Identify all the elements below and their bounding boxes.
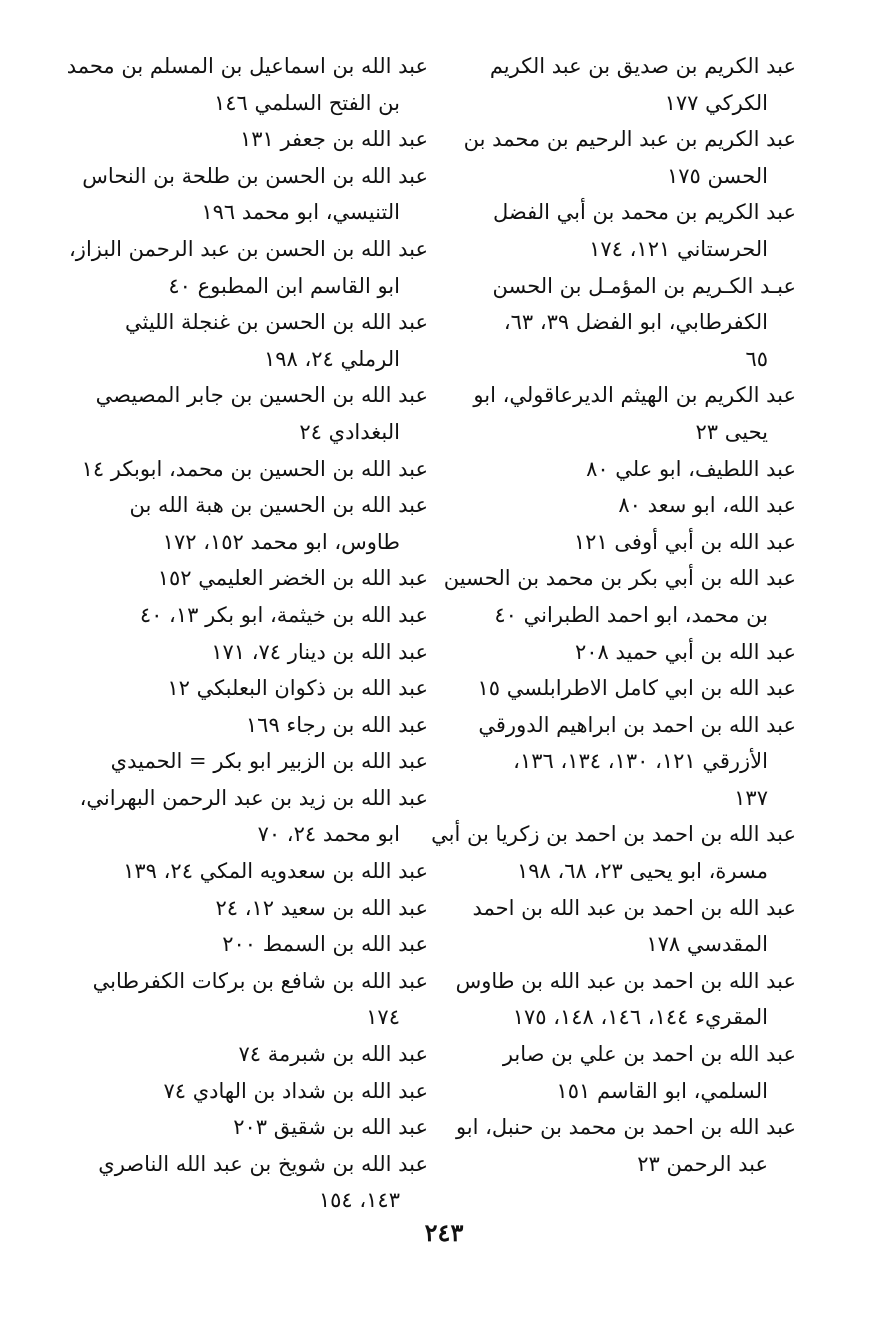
index-entry (455, 1109, 796, 1182)
index-entry (82, 158, 428, 231)
page-number: ٢٤٣ (424, 1218, 464, 1247)
index-entry (466, 194, 796, 267)
entry-heading-line: عبد الله بن احمد بن علي بن صابر (502, 1042, 796, 1067)
entry-heading-line: عبد الله بن احمد بن عبد الله بن طاوس (455, 968, 796, 993)
entry-heading-line: عبد الله بن دينار ٧٤، ١٧١ (211, 639, 428, 664)
entry-heading-line: عبد الله بن احمد بن محمد بن حنبل، ابو (455, 1115, 796, 1140)
entry-continuation-line: بن الفتح السلمي ١٤٦ (213, 90, 400, 115)
index-entry (98, 1036, 428, 1073)
index-entry (69, 231, 428, 304)
index-entry (431, 816, 796, 889)
entry-continuation-line: ١٧٤ (366, 1005, 400, 1030)
index-entry (466, 487, 796, 524)
entry-continuation-line: ١٣٧ (734, 785, 768, 810)
entry-continuation-line: الأزرقي ١٢١، ١٣٠، ١٣٤، ١٣٦، (513, 749, 768, 774)
entry-heading-line: عبد اللطيف، ابو علي ٨٠ (586, 456, 796, 481)
entry-heading-line: عبد الله بن خيثمة، ابو بكر ١٣، ٤٠ (139, 602, 428, 627)
index-entry (98, 743, 428, 780)
entry-continuation-line: المقريء ١٤٤، ١٤٦، ١٤٨، ١٧٥ (512, 1005, 768, 1030)
entry-heading-line: عبد الله بن السمط ٢٠٠ (222, 932, 428, 957)
entry-continuation-line: مسرة، ابو يحيى ٢٣، ٦٨، ١٩٨ (516, 859, 768, 884)
index-entry (443, 560, 796, 633)
index-entry (466, 377, 796, 450)
entry-heading-line: عبد الله بن الحسين بن هبة الله بن (129, 493, 428, 518)
index-entry (98, 707, 428, 744)
entry-heading-line: عبد الله بن شقيق ٢٠٣ (233, 1115, 428, 1140)
entry-heading-line: عبد الله بن اسماعيل بن المسلم بن محمد (66, 54, 428, 78)
entry-heading-line: عبد الله بن الزبير ابو بكر = الحميدي (110, 749, 428, 774)
index-column-left (66, 48, 428, 1219)
entry-heading-line: عبد الله بن جعفر ١٣١ (239, 127, 428, 152)
entry-heading-line: عبد الله بن سعدويه المكي ٢٤، ١٣٩ (123, 859, 428, 884)
entry-heading-line: عبد الله بن أبي أوفى ١٢١ (573, 529, 796, 554)
entry-heading-line: عبد الله بن شافع بن بركات الكفرطابي (92, 968, 428, 993)
index-column-right (431, 48, 796, 1182)
entry-heading-line: عبد الله بن الحسين بن جابر المصيصي (95, 383, 428, 408)
entry-heading-line: عبد الله بن شبرمة ٧٤ (238, 1042, 428, 1067)
entry-continuation-line: البغدادي ٢٤ (299, 419, 400, 444)
entry-heading-line: عبد الكريم بن صديق بن عبد الكريم (489, 54, 796, 78)
entry-heading-line: عبد الكريم بن عبد الرحيم بن محمد بن (463, 127, 796, 152)
index-entry (466, 524, 796, 561)
entry-heading-line: عبد الله بن الحسن بن غنجلة الليثي (124, 310, 428, 335)
entry-continuation-line: ٦٥ (745, 346, 768, 371)
index-entry (466, 670, 796, 707)
index-entry (98, 487, 428, 560)
entry-heading-line: عبد الله بن احمد بن عبد الله بن احمد (472, 895, 796, 920)
index-entry (98, 1146, 428, 1219)
entry-heading-line: عبد الله بن الحسن بن عبد الرحمن البزاز، (69, 236, 428, 261)
index-entry (466, 48, 796, 121)
index-entry (98, 926, 428, 963)
entry-heading-line: عبد الله بن الحسين بن محمد، ابوبكر ١٤ (81, 456, 428, 481)
index-entry (98, 1073, 428, 1110)
index-entry (98, 560, 428, 597)
entry-continuation-line: ابو القاسم ابن المطبوع ٤٠ (168, 273, 400, 298)
entry-heading-line: عبد الله بن أبي بكر بن محمد بن الحسين (443, 566, 796, 591)
entry-continuation-line: المقدسي ١٧٨ (646, 932, 768, 957)
entry-continuation-line: عبد الرحمن ٢٣ (637, 1151, 768, 1176)
index-entry (79, 780, 428, 853)
index-entry (92, 963, 428, 1036)
index-entry (466, 268, 796, 378)
entry-heading-line: عبد الله بن الحسن بن طلحة بن النحاس (82, 163, 428, 188)
entry-heading-line: عبد الله، ابو سعد ٨٠ (618, 493, 796, 518)
index-entry (466, 1036, 796, 1109)
entry-heading-line: عبد الله بن زيد بن عبد الرحمن البهراني، (79, 785, 428, 810)
entry-continuation-line: ١٤٣، ١٥٤ (318, 1188, 400, 1213)
entry-heading-line: عبد الله بن احمد بن احمد بن زكريا بن أبي (431, 822, 796, 847)
index-entry (466, 634, 796, 671)
index-entry (463, 121, 796, 194)
index-entry (466, 707, 796, 817)
entry-continuation-line: الكفرطابي، ابو الفضل ٣٩، ٦٣، (503, 310, 768, 335)
index-entry (98, 670, 428, 707)
index-entry (98, 634, 428, 671)
entry-continuation-line: يحيى ٢٣ (695, 419, 768, 444)
entry-continuation-line: الحسن ١٧٥ (666, 163, 768, 188)
index-entry (81, 451, 428, 488)
entry-continuation-line: الحرستاني ١٢١، ١٧٤ (589, 236, 768, 261)
entry-continuation-line: التنيسي، ابو محمد ١٩٦ (201, 200, 400, 225)
index-entry (98, 890, 428, 927)
entry-continuation-line: طاوس، ابو محمد ١٥٢، ١٧٢ (162, 529, 400, 554)
entry-continuation-line: السلمي، ابو القاسم ١٥١ (556, 1078, 768, 1103)
entry-heading-line: عبد الله بن ذكوان البعلبكي ١٢ (167, 676, 428, 701)
entry-heading-line: عبد الكريم بن محمد بن أبي الفضل (493, 200, 796, 225)
entry-heading-line: عبد الله بن أبي حميد ٢٠٨ (574, 639, 796, 664)
index-entry (466, 890, 796, 963)
entry-continuation-line: الكركي ١٧٧ (664, 90, 768, 115)
entry-continuation-line: بن محمد، ابو احمد الطبراني ٤٠ (494, 602, 768, 627)
index-entry (455, 963, 796, 1036)
index-entry (98, 304, 428, 377)
entry-heading-line: عبد الله بن احمد بن ابراهيم الدورقي (478, 712, 796, 737)
index-entry (98, 597, 428, 634)
index-entry (66, 48, 428, 121)
entry-heading-line: عبد الكريم بن الهيثم الديرعاقولي، ابو (473, 383, 796, 408)
index-entry (95, 377, 428, 450)
entry-heading-line: عبد الله بن رجاء ١٦٩ (245, 712, 428, 737)
entry-heading-line: عبد الله بن سعيد ١٢، ٢٤ (215, 895, 428, 920)
entry-continuation-line: الرملي ٢٤، ١٩٨ (263, 346, 400, 371)
entry-heading-line: عبد الله بن شويخ بن عبد الله الناصري (98, 1151, 428, 1176)
index-entry (98, 121, 428, 158)
entry-heading-line: عبد الله بن شداد بن الهادي ٧٤ (163, 1078, 428, 1103)
entry-heading-line: عبـد الكـريم بن المؤمـل بن الحسن (492, 273, 796, 298)
index-entry (98, 1109, 428, 1146)
index-entry (98, 853, 428, 890)
index-entry (466, 451, 796, 488)
entry-heading-line: عبد الله بن ابي كامل الاطرابلسي ١٥ (477, 676, 796, 701)
entry-continuation-line: ابو محمد ٢٤، ٧٠ (257, 822, 400, 847)
entry-heading-line: عبد الله بن الخضر العليمي ١٥٢ (157, 566, 428, 591)
